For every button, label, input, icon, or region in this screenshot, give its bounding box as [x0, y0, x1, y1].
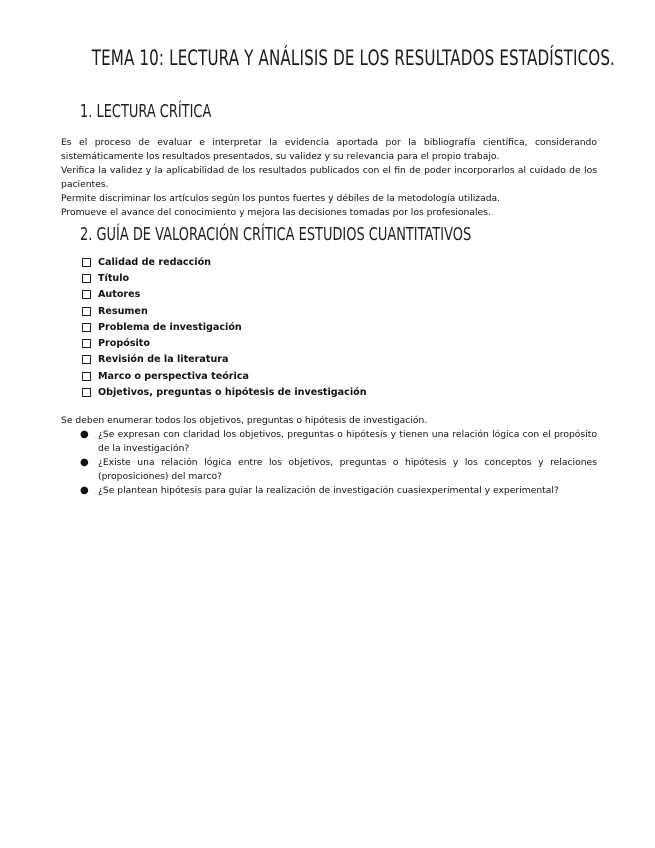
checklist-item-label: Autores — [98, 289, 141, 301]
objectives-questions-list — [80, 428, 597, 498]
checkbox-icon[interactable] — [82, 258, 91, 267]
list-item — [80, 428, 597, 456]
checkbox-icon[interactable] — [82, 388, 91, 397]
list-item-text: ¿Se plantean hipótesis para guiar la realización de investigación cuasiexperimental y experimental? — [98, 485, 559, 496]
paragraph: Es el proceso de evaluar e interpretar la evidencia aportada por la bibliografía científica, considerando sistemáticamente los resultados presentados, su validez y su relevancia para el propio trabajo. — [61, 137, 597, 162]
checklist-item-label: Revisión de la literatura — [98, 354, 229, 366]
checkbox-icon[interactable] — [82, 290, 91, 299]
checkbox-icon[interactable] — [82, 372, 91, 381]
checklist-item-label: Título — [98, 272, 130, 284]
checklist-item[interactable] — [82, 368, 367, 384]
section1-paragraphs — [61, 136, 597, 220]
checkbox-icon[interactable] — [82, 274, 91, 283]
checklist-item[interactable] — [82, 270, 367, 286]
checklist-item[interactable] — [82, 254, 367, 270]
checklist-item[interactable] — [82, 335, 367, 351]
list-item-text: ¿Se expresan con claridad los objetivos, preguntas o hipótesis y tienen una relación lógica con el propósito de la investigación? — [98, 429, 597, 454]
checklist-item[interactable] — [82, 319, 367, 335]
checklist-item[interactable] — [82, 384, 367, 400]
checklist-item-label: Calidad de redacción — [98, 256, 212, 268]
checkbox-icon[interactable] — [82, 355, 91, 364]
checklist-item[interactable] — [82, 352, 367, 368]
paragraph: Permite discriminar los artículos según los puntos fuertes y débiles de la metodología utilizada. — [61, 193, 501, 204]
valuation-checklist — [82, 254, 367, 401]
section-heading-guia-valoracion: 2. GUÍA DE VALORACIÓN CRÍTICA ESTUDIOS CUANTITATIVOS — [80, 224, 472, 245]
bullet-icon: ● — [80, 457, 89, 468]
list-item — [80, 456, 597, 484]
checklist-item-label: Objetivos, preguntas o hipótesis de investigación — [98, 387, 367, 399]
paragraph: Promueve el avance del conocimiento y mejora las decisiones tomadas por los profesionales. — [61, 207, 491, 218]
bullet-icon: ● — [80, 485, 89, 496]
checklist-item-label: Propósito — [98, 338, 150, 350]
list-item — [80, 484, 597, 498]
checklist-item-label: Problema de investigación — [98, 321, 242, 333]
list-item-text: ¿Existe una relación lógica entre los objetivos, preguntas o hipótesis y los conceptos y relaciones (proposiciones) del marco? — [98, 457, 597, 482]
checklist-item-label: Marco o perspectiva teórica — [98, 370, 249, 382]
checkbox-icon[interactable] — [82, 339, 91, 348]
document-title: TEMA 10: LECTURA Y ANÁLISIS DE LOS RESULTADOS ESTADÍSTICOS. — [91, 46, 616, 70]
checkbox-icon[interactable] — [82, 307, 91, 316]
checkbox-icon[interactable] — [82, 323, 91, 332]
checklist-item-label: Resumen — [98, 305, 148, 317]
checklist-item[interactable] — [82, 287, 367, 303]
checklist-item[interactable] — [82, 303, 367, 319]
bullet-icon: ● — [80, 429, 89, 440]
objectives-intro: Se deben enumerar todos los objetivos, preguntas o hipótesis de investigación. — [61, 415, 428, 426]
section-heading-lectura-critica: 1. LECTURA CRÍTICA — [80, 101, 212, 122]
paragraph: Verifica la validez y la aplicabilidad de los resultados publicados con el fin de poder incorporarlos al cuidado de los pacientes. — [61, 165, 597, 190]
